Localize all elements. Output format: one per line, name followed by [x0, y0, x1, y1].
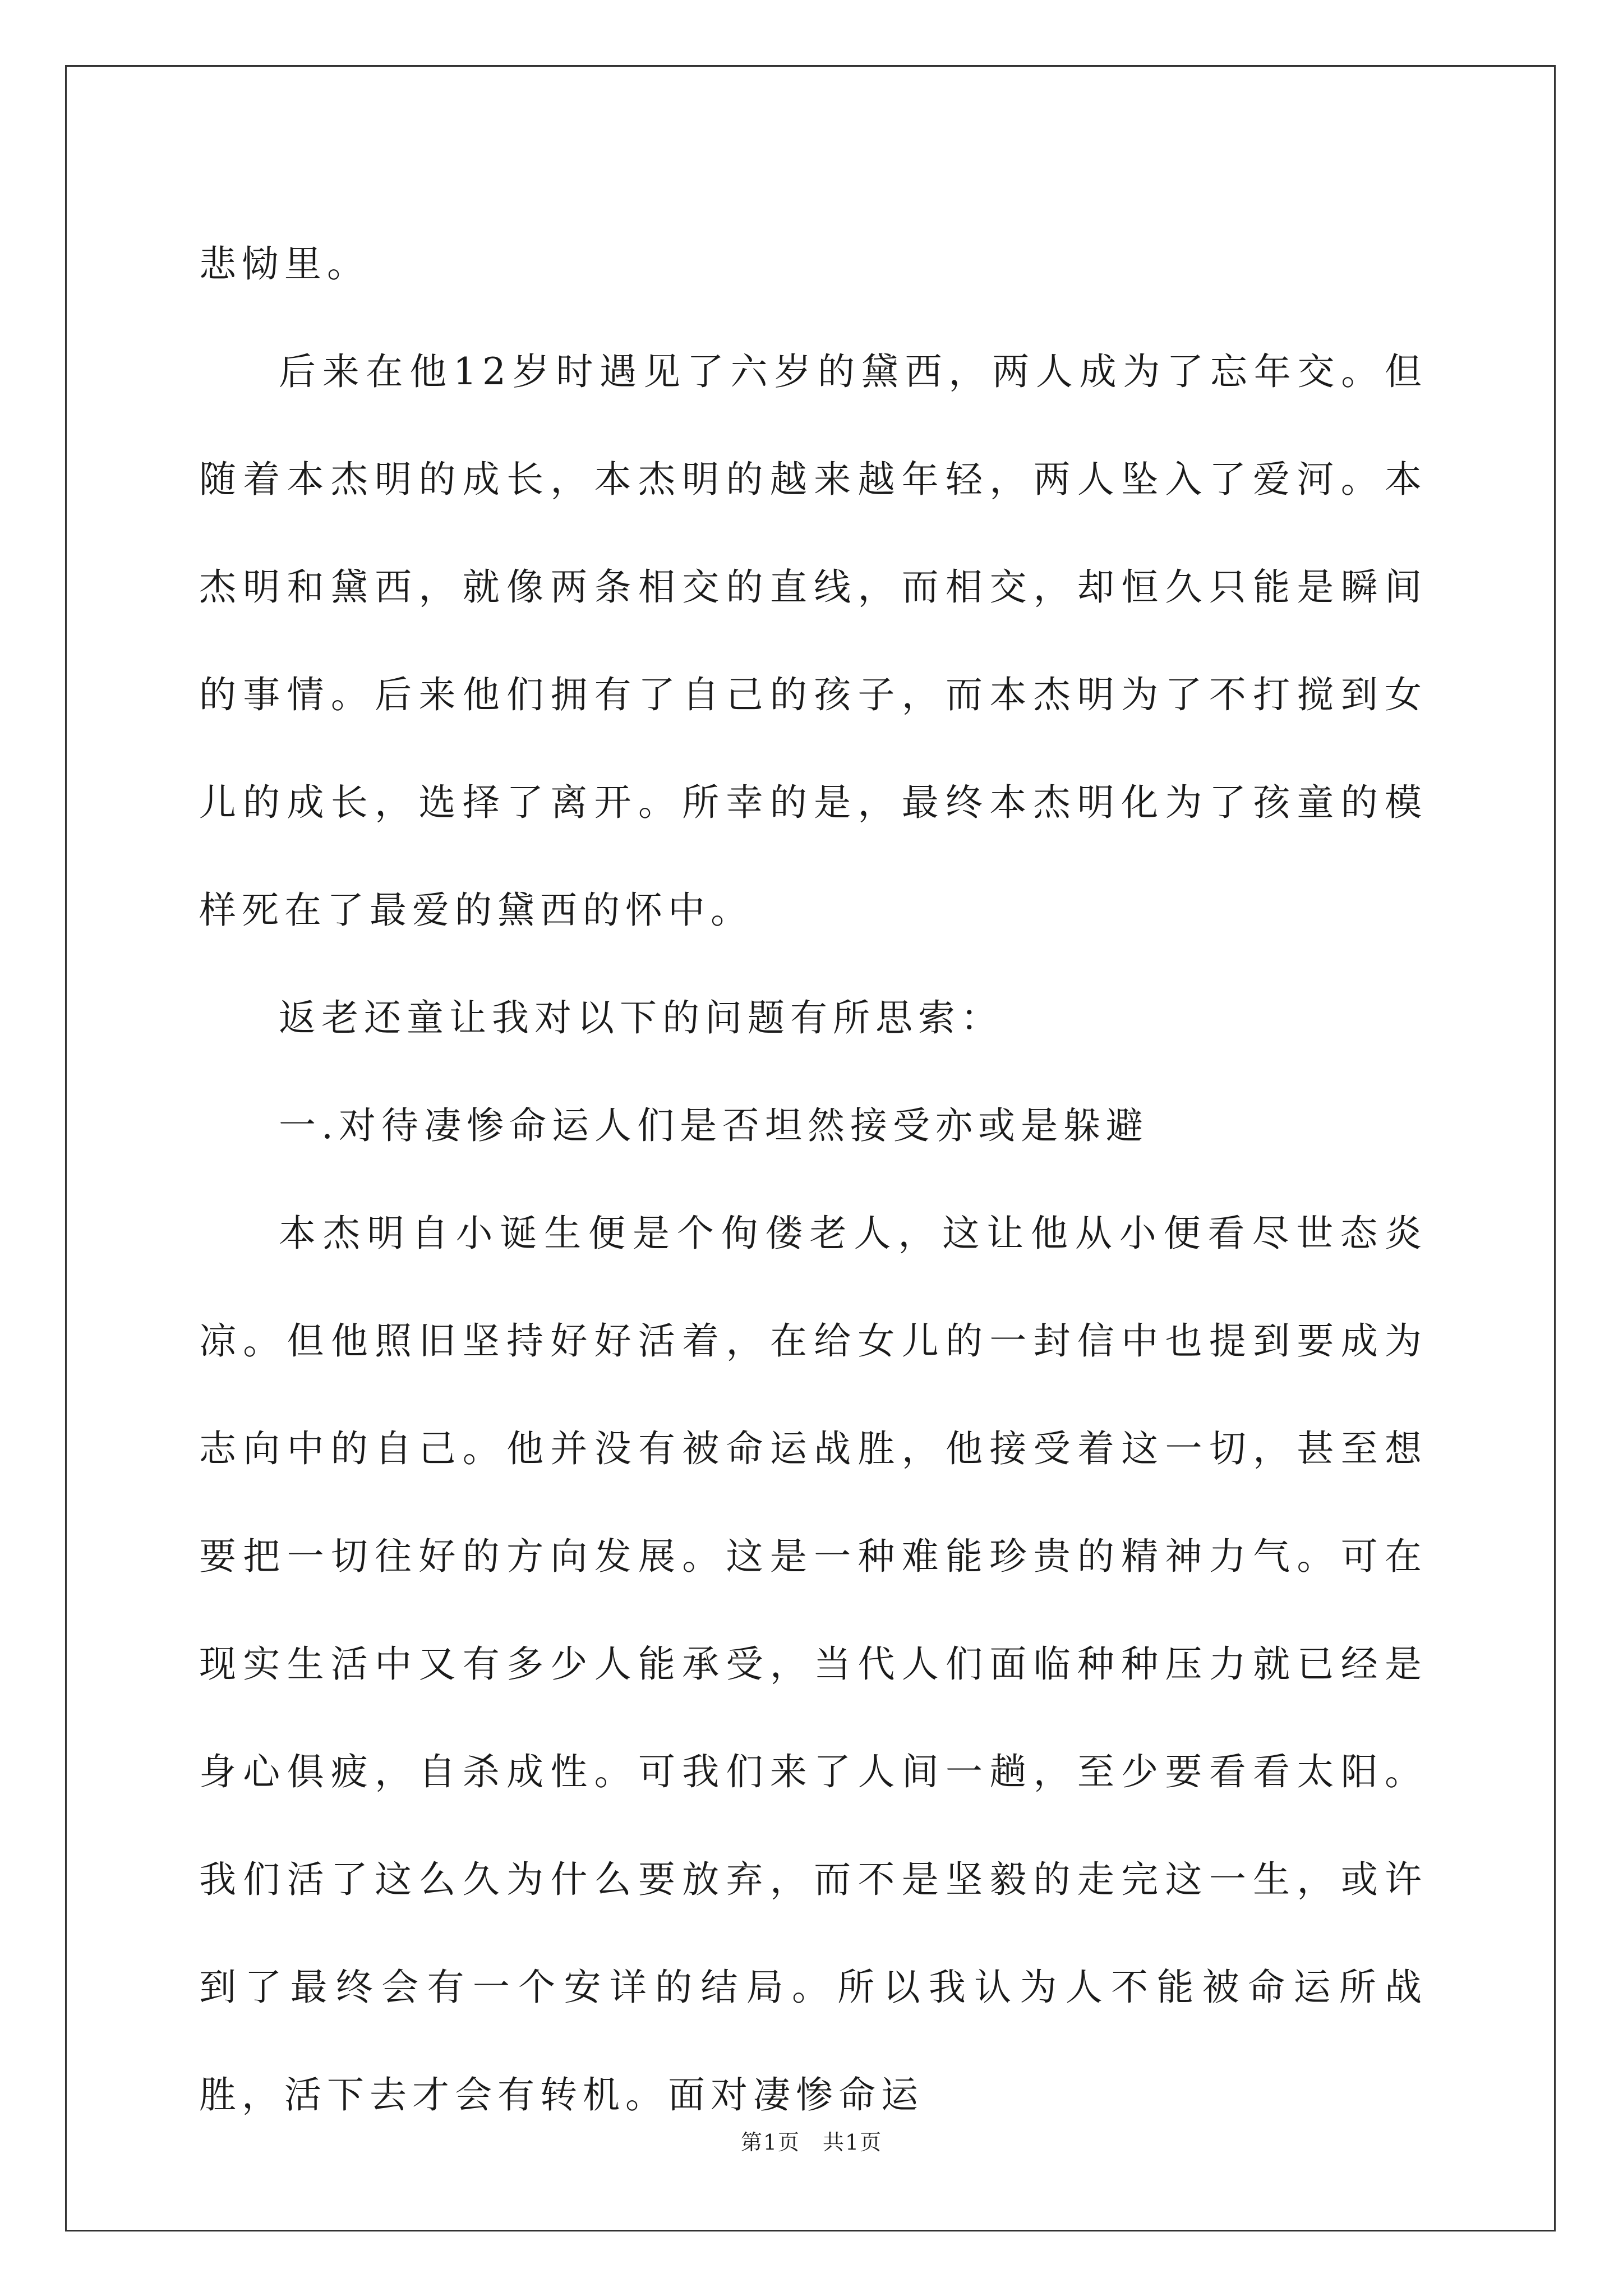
paragraph: 悲恸里。: [199, 242, 370, 286]
document-body: [199, 210, 1427, 2149]
section-heading: 一.对待凄惨命运人们是否坦然接受亦或是躲避: [279, 1104, 1149, 1147]
paragraph: 后来在他12岁时遇见了六岁的黛西，两人成为了忘年交。但随着本杰明的成长，本杰明的越来越年轻，两人坠入了爱河。本杰明和黛西，就像两条相交的直线，而相交，却恒久只能是瞬间的事情。后来他们拥有了自己的孩子，而本杰明为了不打搅到女儿的成长，选择了离开。所幸的是，最终本杰明化为了孩童的模样死在了最爱的黛西的怀中。: [199, 350, 1427, 932]
paragraph: 本杰明自小诞生便是个佝偻老人，这让他从小便看尽世态炎凉。但他照旧坚持好好活着，在给女儿的一封信中也提到要成为志向中的自己。他并没有被命运战胜，他接受着这一切，甚至想要把一切往好的方向发展。这是一种难能珍贵的精神力气。可在现实生活中又有多少人能承受，当代人们面临种种压力就已经是身心俱疲，自杀成性。可我们来了人间一趟，至少要看看太阳。我们活了这么久为什么要放弃，而不是坚毅的走完这一生，或许到了最终会有一个安详的结局。所以我认为人不能被命运所战胜，活下去才会有转机。面对凄惨命运: [199, 1212, 1427, 2116]
page-number: 第1页: [740, 2130, 800, 2155]
paragraph: 返老还童让我对以下的问题有所思索：: [279, 996, 1003, 1039]
page-total: 共1页: [823, 2130, 883, 2155]
page-footer: [0, 2129, 1623, 2156]
